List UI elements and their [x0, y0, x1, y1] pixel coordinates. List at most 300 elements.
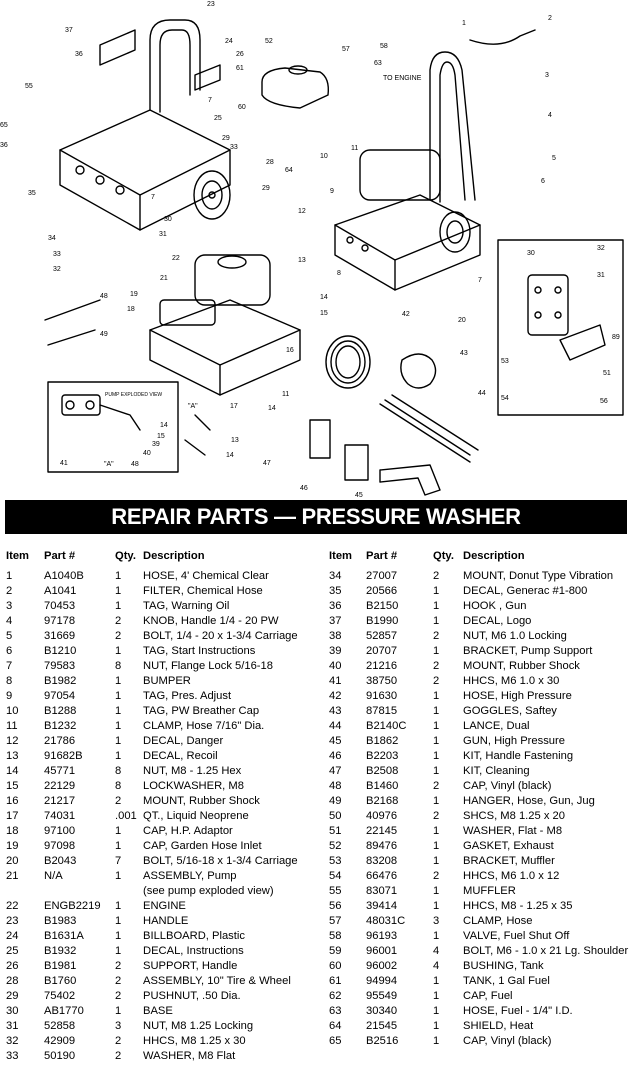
description: DECAL, Danger [143, 735, 224, 747]
description: SUPPORT, Handle [143, 960, 238, 972]
item-number: 6 [6, 645, 13, 657]
table-row [6, 674, 322, 689]
description: BOLT, 5/16-18 x 1-3/4 Carriage [143, 855, 298, 867]
assembled-unit [335, 52, 480, 290]
item-number: 7 [6, 660, 13, 672]
description: DECAL, Generac #1-800 [463, 585, 588, 597]
part-number: 66476 [366, 870, 398, 882]
svg-text:26: 26 [236, 51, 244, 58]
quantity: 1 [115, 570, 122, 582]
table-row [6, 989, 322, 1004]
table-row [6, 884, 322, 899]
table-row [329, 599, 629, 614]
quantity: 2 [115, 975, 122, 987]
table-row [6, 899, 322, 914]
table-row [329, 689, 629, 704]
quantity: 2 [433, 675, 440, 687]
item-number: 18 [6, 825, 19, 837]
table-row [6, 974, 322, 989]
svg-text:49: 49 [100, 331, 108, 338]
quantity: 1 [115, 1005, 122, 1017]
description: MOUNT, Rubber Shock [463, 660, 580, 672]
quantity: 1 [433, 720, 440, 732]
svg-text:2: 2 [548, 15, 552, 22]
quantity: 3 [433, 915, 440, 927]
quantity: 1 [115, 675, 122, 687]
part-number: 97054 [44, 690, 76, 702]
item-number: 33 [6, 1050, 19, 1062]
quantity: 1 [433, 705, 440, 717]
part-number: 83071 [366, 885, 398, 897]
table-row [329, 899, 629, 914]
item-number: 16 [6, 795, 19, 807]
item-number: 35 [329, 585, 342, 597]
quantity: 1 [433, 1020, 440, 1032]
part-number: ENGB2219 [44, 900, 101, 912]
item-number: 53 [329, 855, 342, 867]
description: HOSE, Fuel - 1/4" I.D. [463, 1005, 573, 1017]
description: ASSEMBLY, Pump [143, 870, 237, 882]
svg-text:15: 15 [157, 433, 165, 440]
svg-text:28: 28 [266, 159, 274, 166]
item-number: 45 [329, 735, 342, 747]
quantity: 1 [433, 855, 440, 867]
item-number: 1 [6, 570, 13, 582]
description: TAG, PW Breather Cap [143, 705, 260, 717]
part-number: 70453 [44, 600, 76, 612]
part-number: 91682B [44, 750, 83, 762]
item-number: 23 [6, 915, 19, 927]
svg-text:32: 32 [597, 245, 605, 252]
quantity: 1 [115, 945, 122, 957]
header-part: Part # [366, 550, 398, 562]
svg-text:21: 21 [160, 275, 168, 282]
quantity: 1 [115, 690, 122, 702]
item-number: 34 [329, 570, 342, 582]
item-number: 47 [329, 765, 342, 777]
item-number: 2 [6, 585, 13, 597]
billboard-panel [100, 30, 135, 65]
item-number: 19 [6, 840, 19, 852]
a-marker-upper: "A" [188, 403, 198, 410]
quantity: 1 [115, 735, 122, 747]
table-row [6, 1049, 322, 1064]
svg-text:53: 53 [501, 358, 509, 365]
description: BRACKET, Muffler [463, 855, 555, 867]
svg-text:37: 37 [65, 27, 73, 34]
part-number: 20707 [366, 645, 398, 657]
cleaning-kit [310, 420, 330, 458]
table-row [329, 659, 629, 674]
svg-text:41: 41 [60, 460, 68, 467]
item-number: 56 [329, 900, 342, 912]
quantity: 4 [433, 960, 440, 972]
quantity: 1 [115, 720, 122, 732]
table-row [6, 824, 322, 839]
part-number: 40976 [366, 810, 398, 822]
header-description: Description [463, 550, 525, 562]
base-frame-exploded [60, 20, 230, 230]
part-number: 27007 [366, 570, 398, 582]
table-row [6, 1004, 322, 1019]
description: BOLT, M6 - 1.0 x 21 Lg. Shoulder [463, 945, 629, 957]
table-row [329, 884, 629, 899]
quantity: 1 [115, 900, 122, 912]
quantity: 2 [115, 630, 122, 642]
item-number: 57 [329, 915, 342, 927]
item-number: 41 [329, 675, 342, 687]
table-row [6, 629, 322, 644]
description: HANDLE [143, 915, 189, 927]
table-row [329, 869, 629, 884]
item-number: 58 [329, 930, 342, 942]
item-number: 8 [6, 675, 13, 687]
pump-exploded-label: PUMP EXPLODED VIEW [105, 392, 163, 398]
table-row [6, 794, 322, 809]
quantity: 2 [115, 1050, 122, 1062]
item-number: 42 [329, 690, 342, 702]
quantity: 8 [115, 765, 122, 777]
item-number: 15 [6, 780, 19, 792]
item-number: 40 [329, 660, 342, 672]
part-number: A1041 [44, 585, 77, 597]
svg-text:36: 36 [0, 142, 8, 149]
part-number: 20566 [366, 585, 398, 597]
gun [380, 465, 440, 495]
table-header [6, 546, 322, 566]
description: CAP, Vinyl (black) [463, 780, 552, 792]
svg-text:44: 44 [478, 390, 486, 397]
table-row [6, 764, 322, 779]
part-number: N/A [44, 870, 63, 882]
item-number: 12 [6, 735, 19, 747]
svg-text:14: 14 [268, 405, 276, 412]
part-number: 21216 [366, 660, 398, 672]
part-number: 96001 [366, 945, 398, 957]
part-number: 97100 [44, 825, 76, 837]
part-number: B1232 [44, 720, 77, 732]
svg-text:29: 29 [222, 135, 230, 142]
quantity: 7 [115, 855, 122, 867]
svg-text:48: 48 [100, 293, 108, 300]
table-row [329, 929, 629, 944]
svg-text:40: 40 [143, 450, 151, 457]
part-number: 89476 [366, 840, 398, 852]
table-row [6, 749, 322, 764]
description: DECAL, Logo [463, 615, 532, 627]
quantity: 1 [115, 825, 122, 837]
quantity: 1 [433, 750, 440, 762]
item-number: 52 [329, 840, 342, 852]
item-number: 46 [329, 750, 342, 762]
quantity: 2 [115, 795, 122, 807]
part-number: 21217 [44, 795, 76, 807]
item-number: 62 [329, 990, 342, 1002]
goggles [401, 354, 436, 388]
part-number: 30340 [366, 1005, 398, 1017]
quantity: 1 [433, 930, 440, 942]
item-number: 59 [329, 945, 342, 957]
quantity: 1 [115, 870, 122, 882]
quantity: 1 [433, 585, 440, 597]
quantity: 8 [115, 780, 122, 792]
svg-text:45: 45 [355, 492, 363, 499]
description: LOCKWASHER, M8 [143, 780, 244, 792]
svg-text:8: 8 [337, 270, 341, 277]
item-number: 32 [6, 1035, 19, 1047]
svg-text:43: 43 [460, 350, 468, 357]
description: CLAMP, Hose 7/16" Dia. [143, 720, 265, 732]
quantity: 8 [115, 660, 122, 672]
table-row [6, 734, 322, 749]
part-number: 39414 [366, 900, 398, 912]
description: SHIELD, Heat [463, 1020, 534, 1032]
description: CAP, H.P. Adaptor [143, 825, 233, 837]
description: MOUNT, Donut Type Vibration [463, 570, 614, 582]
svg-text:42: 42 [402, 311, 410, 318]
description: TAG, Pres. Adjust [143, 690, 232, 702]
svg-text:16: 16 [286, 347, 294, 354]
part-number: B1760 [44, 975, 77, 987]
description: TANK, 1 Gal Fuel [463, 975, 550, 987]
item-number: 39 [329, 645, 342, 657]
fuel-tank [262, 66, 328, 108]
quantity: 2 [115, 960, 122, 972]
part-number: 52857 [366, 630, 398, 642]
table-row [329, 914, 629, 929]
part-number: 96002 [366, 960, 398, 972]
svg-text:12: 12 [298, 208, 306, 215]
item-number: 37 [329, 615, 342, 627]
quantity: 1 [115, 750, 122, 762]
description: CLAMP, Hose [463, 915, 533, 927]
table-row [329, 989, 629, 1004]
description: TAG, Start Instructions [143, 645, 256, 657]
svg-text:7: 7 [208, 97, 212, 104]
item-number: 5 [6, 630, 13, 642]
part-number: B1983 [44, 915, 77, 927]
svg-text:7: 7 [151, 194, 155, 201]
item-number: 17 [6, 810, 19, 822]
table-row [329, 614, 629, 629]
quantity: 1 [433, 990, 440, 1002]
parts-table-left [6, 546, 322, 1064]
svg-text:47: 47 [263, 460, 271, 467]
table-row [6, 719, 322, 734]
table-row [329, 674, 629, 689]
item-number: 65 [329, 1035, 342, 1047]
item-number: 44 [329, 720, 342, 732]
table-row [6, 689, 322, 704]
svg-text:15: 15 [320, 310, 328, 317]
part-number: 74031 [44, 810, 76, 822]
table-row [329, 644, 629, 659]
part-number: 95549 [366, 990, 398, 1002]
table-row [329, 839, 629, 854]
table-row [6, 659, 322, 674]
item-number: 55 [329, 885, 342, 897]
svg-text:55: 55 [25, 83, 33, 90]
description: NUT, Flange Lock 5/16-18 [143, 660, 273, 672]
part-number: 22129 [44, 780, 76, 792]
item-number: 13 [6, 750, 19, 762]
description: HHCS, M8 1.25 x 30 [143, 1035, 246, 1047]
part-number: B1982 [44, 675, 77, 687]
quantity: 2 [115, 1035, 122, 1047]
quantity: 3 [115, 1020, 122, 1032]
item-number: 20 [6, 855, 19, 867]
description: BRACKET, Pump Support [463, 645, 593, 657]
table-row [6, 569, 322, 584]
engine-pump-unit [150, 255, 300, 395]
item-number: 50 [329, 810, 342, 822]
quantity: 1 [433, 900, 440, 912]
svg-text:32: 32 [53, 266, 61, 273]
description: TAG, Warning Oil [143, 600, 230, 612]
svg-text:33: 33 [53, 251, 61, 258]
part-number: 97098 [44, 840, 76, 852]
part-number: 22145 [366, 825, 398, 837]
quantity: 1 [433, 1005, 440, 1017]
header-qty: Qty. [433, 550, 454, 562]
table-row [6, 1019, 322, 1034]
description: HOSE, High Pressure [463, 690, 572, 702]
svg-text:51: 51 [603, 370, 611, 377]
part-number: B2140C [366, 720, 407, 732]
description: WASHER, Flat - M8 [463, 825, 563, 837]
part-number: 38750 [366, 675, 398, 687]
svg-text:63: 63 [374, 60, 382, 67]
table-row [6, 809, 322, 824]
description: NUT, M8 1.25 Locking [143, 1020, 254, 1032]
part-number: B1460 [366, 780, 399, 792]
chemical-hose [470, 30, 535, 44]
part-number: B1210 [44, 645, 77, 657]
svg-text:14: 14 [226, 452, 234, 459]
quantity: 1 [115, 705, 122, 717]
svg-text:7: 7 [478, 277, 482, 284]
quantity: 1 [433, 840, 440, 852]
quantity: 2 [433, 570, 440, 582]
description: BUSHING, Tank [463, 960, 544, 972]
header-qty: Qty. [115, 550, 136, 562]
quantity: 2 [433, 630, 440, 642]
description: GOGGLES, Saftey [463, 705, 557, 717]
description: SHCS, M8 1.25 x 20 [463, 810, 565, 822]
item-number: 28 [6, 975, 19, 987]
quantity: 2 [433, 810, 440, 822]
item-number: 36 [329, 600, 342, 612]
wheel-left [194, 171, 230, 219]
quantity: 2 [433, 780, 440, 792]
description: ASSEMBLY, 10" Tire & Wheel [143, 975, 291, 987]
table-row [329, 584, 629, 599]
table-row [329, 944, 629, 959]
table-row [329, 959, 629, 974]
svg-text:89: 89 [612, 334, 620, 341]
part-number: 83208 [366, 855, 398, 867]
table-row [329, 719, 629, 734]
part-number: 21545 [366, 1020, 398, 1032]
svg-text:18: 18 [127, 306, 135, 313]
description: MOUNT, Rubber Shock [143, 795, 260, 807]
header-item: Item [6, 550, 30, 562]
part-number: 91630 [366, 690, 398, 702]
part-number: B1932 [44, 945, 77, 957]
part-number: 75402 [44, 990, 76, 1002]
table-row [6, 869, 322, 884]
table-row [329, 854, 629, 869]
part-number: B1288 [44, 705, 77, 717]
table-row [329, 1034, 629, 1049]
part-number: B2043 [44, 855, 77, 867]
svg-text:31: 31 [597, 272, 605, 279]
svg-text:54: 54 [501, 395, 509, 402]
exploded-parts-diagram [0, 0, 632, 500]
item-number: 29 [6, 990, 19, 1002]
description: BOLT, 1/4 - 20 x 1-3/4 Carriage [143, 630, 298, 642]
description: QT., Liquid Neoprene [143, 810, 249, 822]
description: KIT, Handle Fastening [463, 750, 574, 762]
table-row [6, 644, 322, 659]
description: LANCE, Dual [463, 720, 530, 732]
part-number: 52858 [44, 1020, 76, 1032]
part-number: 42909 [44, 1035, 76, 1047]
description: KIT, Cleaning [463, 765, 530, 777]
part-number: 96193 [366, 930, 398, 942]
item-number: 24 [6, 930, 19, 942]
part-number: 31669 [44, 630, 76, 642]
svg-text:11: 11 [351, 145, 359, 152]
table-row [329, 1019, 629, 1034]
quantity: 2 [433, 660, 440, 672]
quantity: 2 [115, 990, 122, 1002]
quantity: 1 [433, 885, 440, 897]
quantity: 2 [115, 615, 122, 627]
table-header [329, 546, 629, 566]
part-number: 45771 [44, 765, 76, 777]
svg-text:35: 35 [28, 190, 36, 197]
part-number: 21786 [44, 735, 76, 747]
svg-text:30: 30 [164, 216, 172, 223]
description: KNOB, Handle 1/4 - 20 PW [143, 615, 279, 627]
table-row [329, 749, 629, 764]
description: DECAL, Recoil [143, 750, 218, 762]
svg-text:5: 5 [552, 155, 556, 162]
quantity: 1 [115, 930, 122, 942]
parts-table-right [329, 546, 629, 1049]
quantity: 2 [433, 870, 440, 882]
item-number: 11 [6, 720, 18, 732]
table-row [329, 569, 629, 584]
item-number: 26 [6, 960, 19, 972]
description: BUMPER [143, 675, 191, 687]
table-row [329, 629, 629, 644]
svg-text:31: 31 [159, 231, 167, 238]
description: FILTER, Chemical Hose [143, 585, 263, 597]
description: NUT, M8 - 1.25 Hex [143, 765, 242, 777]
quantity: 1 [433, 795, 440, 807]
svg-text:64: 64 [285, 167, 293, 174]
description: GUN, High Pressure [463, 735, 565, 747]
part-number: 79583 [44, 660, 76, 672]
description: BASE [143, 1005, 173, 1017]
description: CAP, Garden Hose Inlet [143, 840, 262, 852]
quantity: 1 [433, 735, 440, 747]
quantity: 1 [433, 645, 440, 657]
quantity: 1 [433, 1035, 440, 1047]
item-number: 10 [6, 705, 19, 717]
